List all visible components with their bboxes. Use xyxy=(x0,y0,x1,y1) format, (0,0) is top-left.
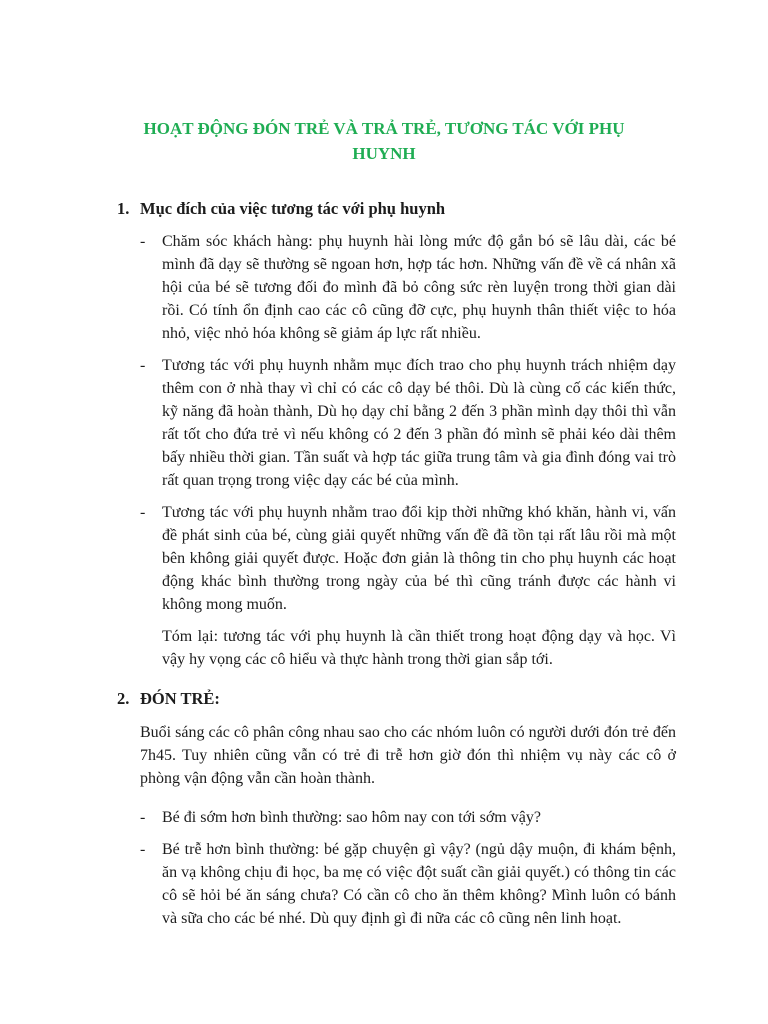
bullet-dash: - xyxy=(140,504,146,521)
document-body xyxy=(117,197,676,930)
bullet-dash: - xyxy=(140,357,146,374)
list-item xyxy=(117,838,676,930)
list-item xyxy=(117,230,676,345)
bullet-text: Bé đi sớm hơn bình thường: sao hôm nay con tới sớm vậy? xyxy=(162,809,541,826)
bullet-text: Tương tác với phụ huynh nhằm trao đổi kịp thời những khó khăn, hành vi, vấn đề phát sinh của bé, cùng giải quyết những vấn đề đã tồn tại rất lâu rồi mà một bên không giải quyết được. Hoặc đơn giản là thông tin cho phụ huynh các hoạt động khác bình thường trong ngày của bé thì cũng tránh được các hành vi không mong muốn. xyxy=(162,504,676,613)
section-1-number: 1. xyxy=(117,199,130,218)
section-2-number: 2. xyxy=(117,689,130,708)
bullet-text: Tương tác với phụ huynh nhằm mục đích trao cho phụ huynh trách nhiệm dạy thêm con ở nhà thay vì chỉ có các cô dạy bé thôi. Dù là cùng cố các kiến thức, kỹ năng đã hoàn thành, Dù họ dạy chỉ bằng 2 đến 3 phần mình dạy thôi thì vẫn rất tốt cho đứa trẻ vì nếu không có 2 đến 3 phần đó mình sẽ phải kéo dài thêm bấy nhiều thời gian. Tần suất và hợp tác giữa trung tâm và gia đình đóng vai trò rất quan trọng trong việc dạy các bé của mình. xyxy=(162,357,676,489)
bullet-text: Chăm sóc khách hàng: phụ huynh hài lòng mức độ gắn bó sẽ lâu dài, các bé mình đã dạy sẽ thường sẽ ngoan hơn, hợp tác hơn. Những vấn đề về cá nhân xã hội của bé sẽ tương đối đo mình đã bỏ công sức rèn luyện trong thời gian dài rồi. Có tính ổn định cao các cô cũng đỡ cực, phụ huynh thân thiết việc to hóa nhỏ, việc nhỏ hóa không sẽ giảm áp lực rất nhiều. xyxy=(162,233,676,342)
bullet-dash: - xyxy=(140,233,146,250)
list-item xyxy=(117,806,676,829)
list-item xyxy=(117,354,676,492)
bullet-text: Bé trễ hơn bình thường: bé gặp chuyện gì vậy? (ngủ dậy muộn, đi khám bệnh, ăn vạ không chịu đi học, ba mẹ có việc đột suất cần giải quyết.) có thông tin các cô sẽ hỏi bé ăn sáng chưa? Có cần cô cho ăn thêm không? Mình luôn có bánh và sữa cho các bé nhé. Dù quy định gì đi nữa các cô cũng nên linh hoạt. xyxy=(162,841,676,927)
section-2-heading-text: ĐÓN TRẺ: xyxy=(140,689,220,708)
section-2-heading xyxy=(117,687,676,711)
section-1-heading-text: Mục đích của việc tương tác với phụ huynh xyxy=(140,199,446,218)
document-title-line1: HOẠT ĐỘNG ĐÓN TRẺ VÀ TRẢ TRẺ, TƯƠNG TÁC VỚI PHỤ xyxy=(143,119,625,138)
section-1-summary: Tóm lại: tương tác với phụ huynh là cần thiết trong hoạt động dạy và học. Vì vậy hy vọng các cô hiểu và thực hành trong thời gian sắp tới. xyxy=(162,628,676,668)
document-title xyxy=(0,116,768,166)
bullet-dash: - xyxy=(140,841,146,858)
bullet-dash: - xyxy=(140,809,146,826)
list-item xyxy=(117,501,676,616)
document-title-line2: HUYNH xyxy=(352,144,416,163)
section-1-heading xyxy=(117,197,676,221)
section-2-intro: Buổi sáng các cô phân công nhau sao cho các nhóm luôn có người dưới đón trẻ đến 7h45. Tuy nhiên cũng vẫn có trẻ đi trễ hơn giờ đón thì nhiệm vụ này các cô ở phòng vận động vẫn cần hoàn thành. xyxy=(140,724,676,787)
